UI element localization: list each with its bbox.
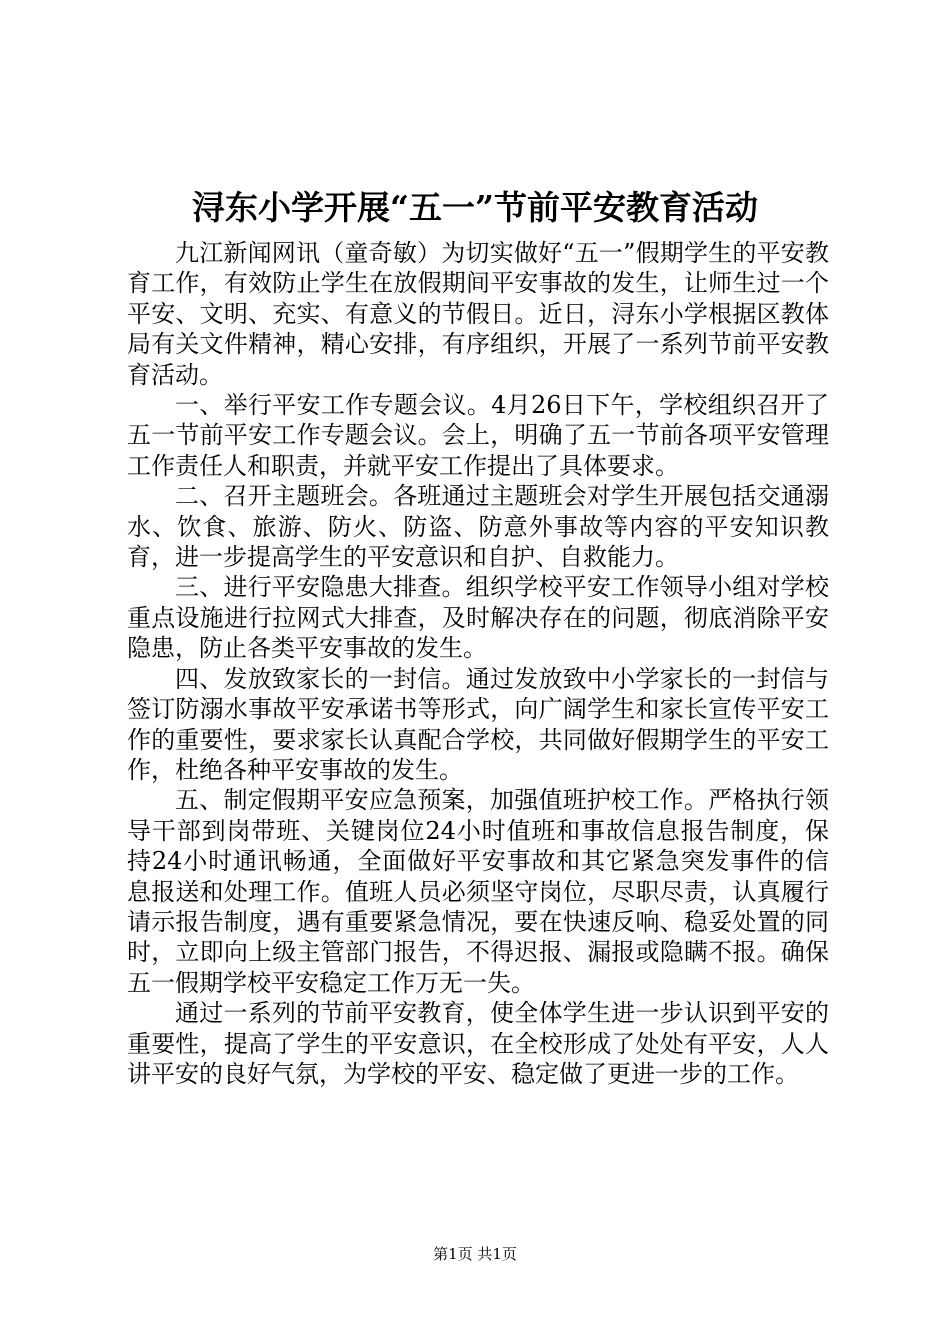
paragraph-emergency-plan: 五、制定假期平安应急预案，加强值班护校工作。严格执行领导干部到岗带班、关键岗位24小时值班和事故信息报告制度，保持24小时通讯畅通，全面做好平安事故和其它紧急突发事件的信息报送和处理工作。值班人员必须坚守岗位，尽职尽责，认真履行请示报告制度，遇有重要紧急情况，要在快速反响、稳妥处置的同时，立即向上级主管部门报告，不得迟报、漏报或隐瞒不报。确保五一假期学校平安稳定工作万无一失。	[127, 786, 829, 997]
paragraph-intro: 九江新闻网讯（童奇敏）为切实做好“五一”假期学生的平安教育工作，有效防止学生在放假期间平安事故的发生，让师生过一个平安、文明、充实、有意义的节假日。近日，浔东小学根据区教体局有关文件精神，精心安排，有序组织，开展了一系列节前平安教育活动。	[127, 239, 829, 389]
paragraph-class-meeting: 二、召开主题班会。各班通过主题班会对学生开展包括交通溺水、饮食、旅游、防火、防盗、防意外事故等内容的平安知识教育，进一步提高学生的平安意识和自护、自救能力。	[127, 482, 829, 572]
paragraph-parent-letter: 四、发放致家长的一封信。通过发放致中小学家长的一封信与签订防溺水事故平安承诺书等形式，向广阔学生和家长宣传平安工作的重要性，要求家长认真配合学校，共同做好假期学生的平安工作，杜绝各种平安事故的发生。	[127, 664, 829, 784]
document-body	[127, 238, 829, 1089]
paragraph-conclusion: 通过一系列的节前平安教育，使全体学生进一步认识到平安的重要性，提高了学生的平安意识，在全校形成了处处有平安，人人讲平安的良好气氛，为学校的平安、稳定做了更进一步的工作。	[127, 999, 829, 1088]
paragraph-safety-meeting: 一、举行平安工作专题会议。4月26日下午，学校组织召开了五一节前平安工作专题会议。会上，明确了五一节前各项平安管理工作责任人和职责，并就平安工作提出了具体要求。	[127, 391, 829, 480]
document-title: 浔东小学开展“五一”节前平安教育活动	[192, 188, 758, 227]
paragraph-hazard-inspection: 三、进行平安隐患大排查。组织学校平安工作领导小组对学校重点设施进行拉网式大排查，及时解决存在的问题，彻底消除平安隐患，防止各类平安事故的发生。	[127, 573, 829, 663]
page-footer: 第1页 共1页	[433, 1245, 517, 1263]
